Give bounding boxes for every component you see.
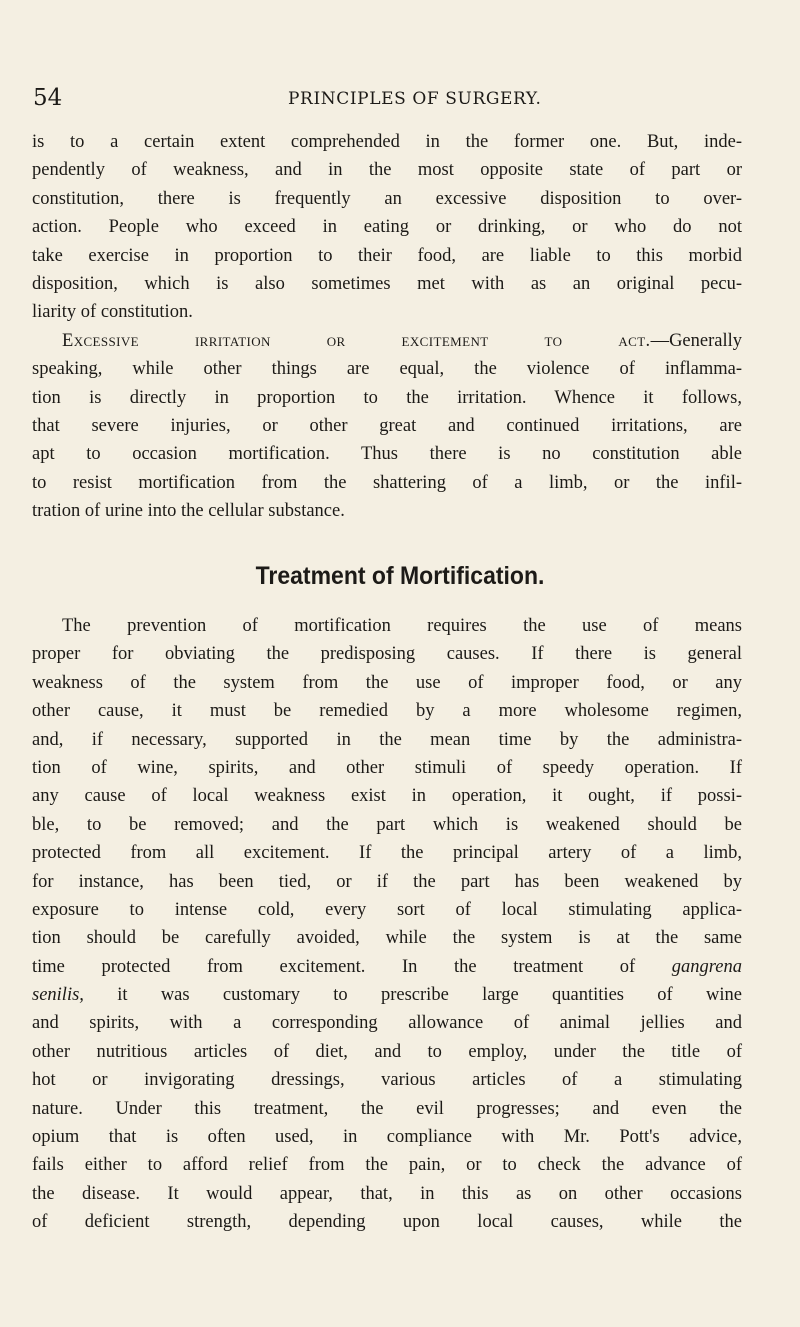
text-line: opium that is often used, in compliance with Mr. Pott's advice, <box>32 1127 742 1148</box>
text-line: tion should be carefully avoided, while the system is at the same <box>32 928 742 949</box>
text-line: action. People who exceed in eating or drinking, or who do not <box>32 217 742 238</box>
text-line: protected from all excitement. If the principal artery of a limb, <box>32 843 742 864</box>
text-line: pendently of weakness, and in the most opposite state of part or <box>32 160 742 181</box>
text-line: fails either to afford relief from the pain, or to check the advance of <box>32 1155 742 1176</box>
text-line: The prevention of mortification requires the use of means <box>62 616 742 636</box>
text-line: of deficient strength, depending upon local causes, while the <box>32 1212 742 1233</box>
text-line: and, if necessary, supported in the mean time by the administra- <box>32 729 742 750</box>
text-line: and spirits, with a corresponding allowance of animal jellies and <box>32 1013 742 1034</box>
page-number: 54 <box>33 85 63 111</box>
text-line: hot or invigorating dressings, various articles of a stimulating <box>32 1070 742 1091</box>
paragraph-2 <box>32 327 742 526</box>
text-line: to resist mortification from the shattering of a limb, or the infil- <box>32 472 742 493</box>
text-line: nature. Under this treatment, the evil progresses; and even the <box>32 1098 742 1119</box>
text-line: any cause of local weakness exist in operation, it ought, if possi- <box>32 786 742 807</box>
text-line: exposure to intense cold, every sort of local stimulating applica- <box>32 899 742 920</box>
text-line <box>32 981 742 1009</box>
text-line: take exercise in proportion to their food, are liable to this morbid <box>32 245 742 266</box>
paragraph-lead: Excessive irritation or excitement to act. <box>62 330 651 351</box>
text-line: the disease. It would appear, that, in this as on other occasions <box>32 1183 742 1204</box>
text-line: liarity of constitution. <box>32 302 193 323</box>
text-line <box>32 327 742 355</box>
text-line: is to a certain extent comprehended in the former one. But, inde- <box>32 132 742 152</box>
text-line: apt to occasion mortification. Thus there is no constitution able <box>32 444 742 465</box>
text-line <box>32 953 742 981</box>
text-line: weakness of the system from the use of improper food, or any <box>32 672 742 693</box>
running-title: PRINCIPLES OF SURGERY. <box>288 89 542 109</box>
text-line: tration of urine into the cellular substance. <box>32 501 345 522</box>
body-text <box>32 128 742 525</box>
text-line: tion is directly in proportion to the irritation. Whence it follows, <box>32 387 742 408</box>
text-line: ble, to be removed; and the part which is weakened should be <box>32 814 742 835</box>
text-line: for instance, has been tied, or if the part has been weakened by <box>32 871 742 892</box>
italic-term: gangrena <box>671 956 742 977</box>
running-header <box>33 84 733 114</box>
italic-term: senilis, <box>32 985 84 1006</box>
text-line: other nutritious articles of diet, and to employ, under the title of <box>32 1041 742 1062</box>
text-line: that severe injuries, or other great and continued irritations, are <box>32 415 742 436</box>
paragraph-3 <box>32 612 742 1237</box>
text-line: tion of wine, spirits, and other stimuli of speedy operation. If <box>32 757 742 778</box>
text-segment: time protected from excitement. In the treatment of <box>32 956 636 977</box>
text-line: speaking, while other things are equal, the violence of inflamma- <box>32 359 742 380</box>
text-line: constitution, there is frequently an excessive disposition to over- <box>32 188 742 209</box>
paragraph-lead-rest: —Generally <box>650 330 742 351</box>
text-line: other cause, it must be remedied by a more wholesome regimen, <box>32 701 742 722</box>
text-line: disposition, which is also sometimes met with as an original pecu- <box>32 273 742 294</box>
text-line: proper for obviating the predisposing causes. If there is general <box>32 644 742 665</box>
section-heading: Treatment of Mortification. <box>255 562 545 590</box>
paragraph-1 <box>32 128 742 327</box>
text-segment: it was customary to prescribe large quantities of wine <box>83 985 742 1006</box>
